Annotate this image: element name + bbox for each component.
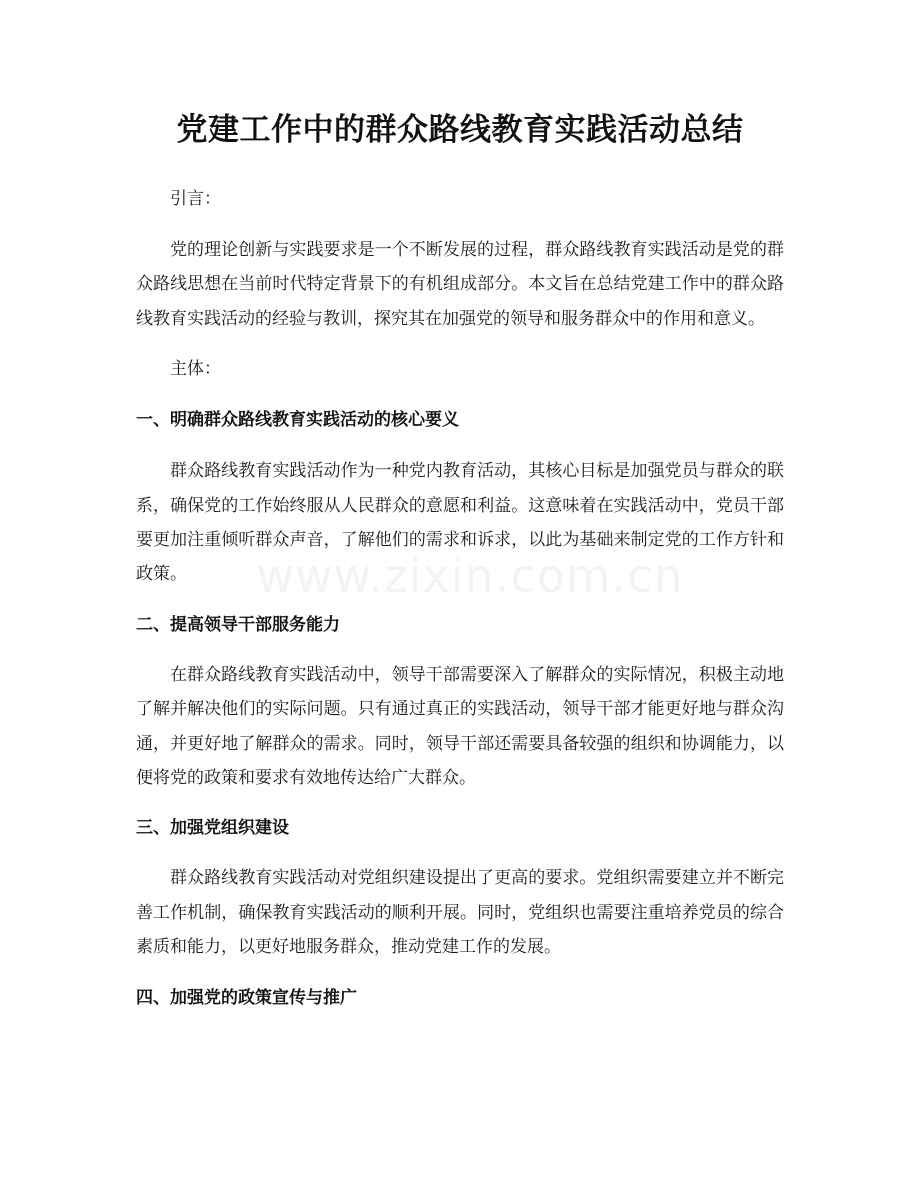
- section-paragraph-2: 在群众路线教育实践活动中，领导干部需要深入了解群众的实际情况，积极主动地了解并解决他们的实际问题。只有通过真正的实践活动，领导干部才能更好地与群众沟通，并更好地了解群众的需求。同时，领导干部还需要具备较强的组织和协调能力，以便将党的政策和要求有效地传达给广大群众。: [136, 664, 784, 789]
- watermark: www.zixin.com.cn: [256, 549, 684, 603]
- section-heading-4: 四、加强党的政策宣传与推广: [136, 987, 357, 1008]
- document-title: 党建工作中的群众路线教育实践活动总结: [176, 112, 744, 148]
- section-heading-3: 三、加强党组织建设: [136, 818, 289, 839]
- section-heading-1: 一、明确群众路线教育实践活动的核心要义: [136, 410, 459, 431]
- body-label: 主体：: [170, 359, 221, 380]
- intro-label: 引言：: [170, 189, 221, 209]
- section-paragraph-1: 群众路线教育实践活动作为一种党内教育活动，其核心目标是加强党员与群众的联系，确保党的工作始终服从人民群众的意愿和利益。这意味着在实践活动中，党员干部要更加注重倾听群众声音，了解他们的需求和诉求，以此为基础来制定党的工作方针和政策。: [136, 461, 784, 585]
- section-paragraph-3: 群众路线教育实践活动对党组织建设提出了更高的要求。党组织需要建立并不断完善工作机制，确保教育实践活动的顺利开展。同时，党组织也需要注重培养党员的综合素质和能力，以更好地服务群众，推动党建工作的发展。: [136, 868, 784, 958]
- intro-paragraph: 党的理论创新与实践要求是一个不断发展的过程，群众路线教育实践活动是党的群众路线思想在当前时代特定背景下的有机组成部分。本文旨在总结党建工作中的群众路线教育实践活动的经验与教训，探究其在加强党的领导和服务群众中的作用和意义。: [136, 240, 784, 329]
- section-heading-2: 二、提高领导干部服务能力: [136, 614, 340, 635]
